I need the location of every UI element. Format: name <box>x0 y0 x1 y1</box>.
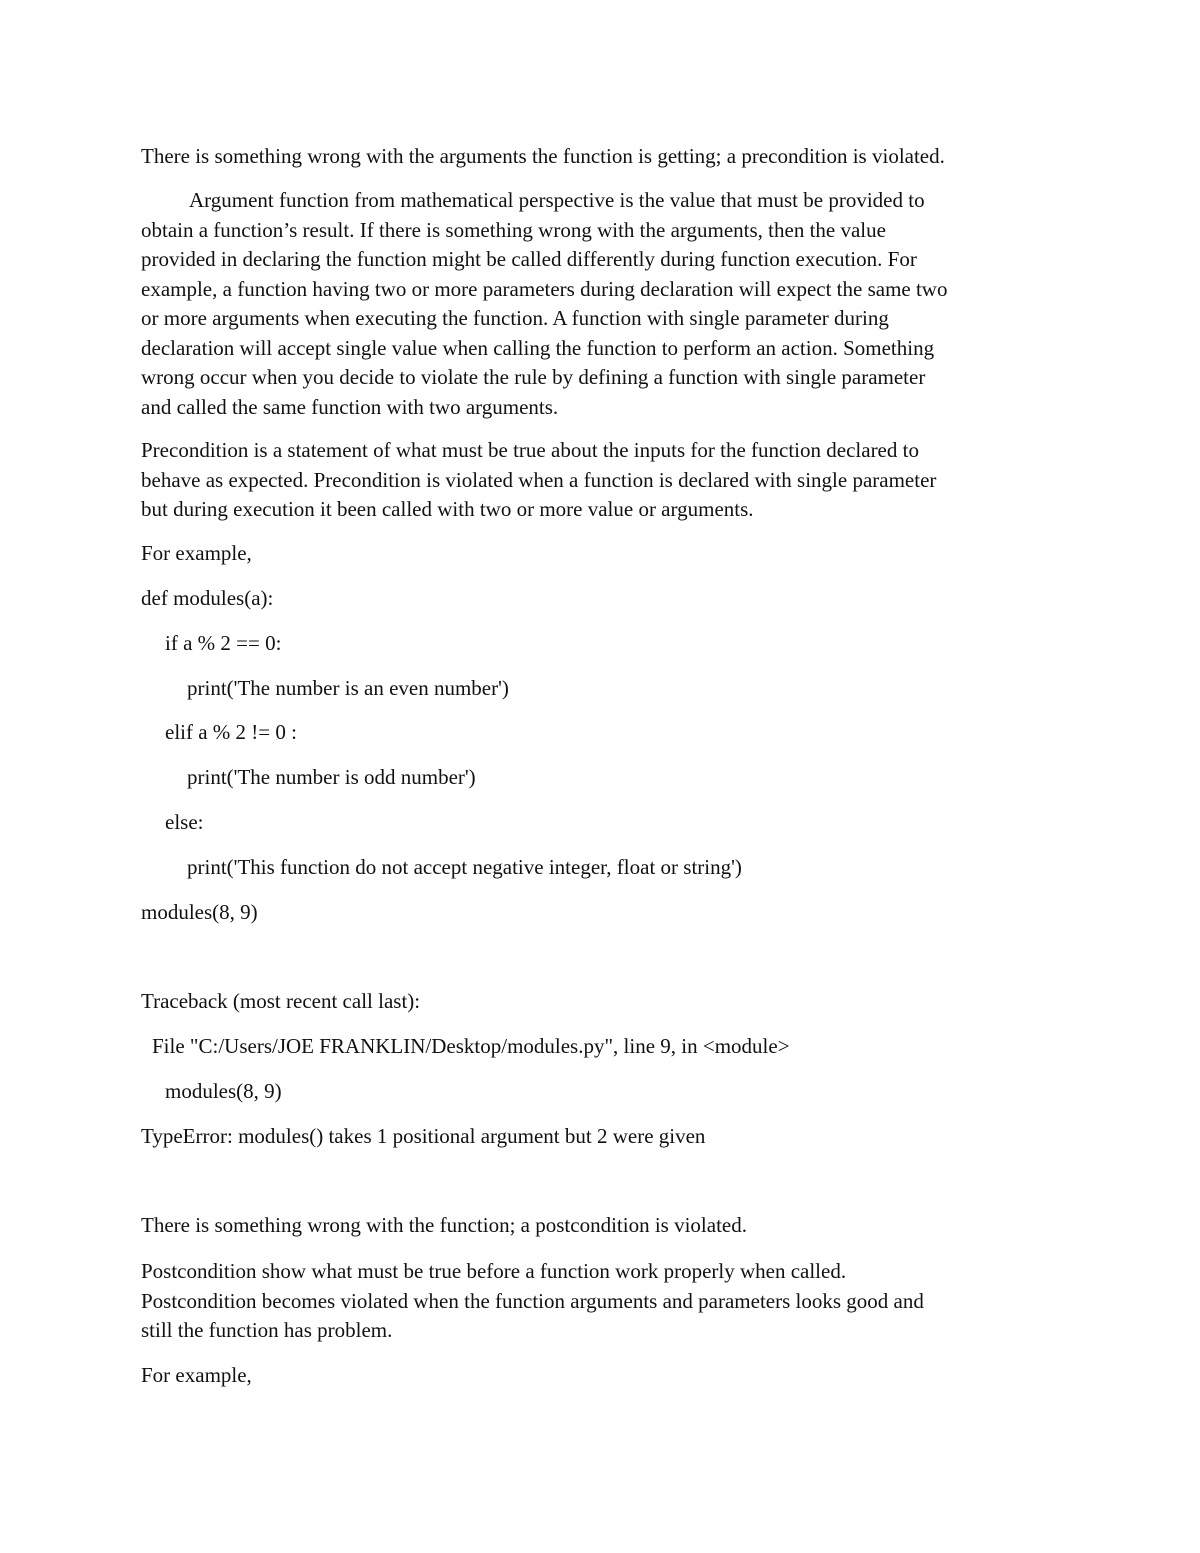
paragraph-line: behave as expected. Precondition is violated when a function is declared with single parameter <box>141 467 937 492</box>
paragraph-line: declaration will accept single value when calling the function to perform an action. Something <box>141 335 935 360</box>
paragraph-line: wrong occur when you decide to violate the rule by defining a function with single parameter <box>141 365 926 389</box>
paragraph-line: still the function has problem. <box>141 1318 393 1342</box>
code-print-else-line: print('This function do not accept negative integer, float or string') <box>187 855 742 879</box>
paragraph-line: Argument function from mathematical perspective is the value that must be provided to <box>189 188 925 212</box>
code-if-line: if a % 2 == 0: <box>165 631 282 655</box>
for-example-label: For example, <box>141 541 252 565</box>
precondition-heading: There is something wrong with the arguments the function is getting; a precondition is violated. <box>141 144 945 168</box>
paragraph-line: Precondition is a statement of what must be true about the inputs for the function declared to <box>141 438 919 462</box>
code-print-odd-line: print('The number is odd number') <box>187 765 476 789</box>
paragraph-line: Postcondition show what must be true before a function work properly when called. <box>141 1259 847 1283</box>
paragraph-line: Postcondition becomes violated when the function arguments and parameters looks good and <box>141 1288 924 1313</box>
paragraph-line: provided in declaring the function might be called differently during function execution. For <box>141 247 917 271</box>
postcondition-paragraph <box>141 1257 1061 1346</box>
code-def-line: def modules(a): <box>141 586 274 610</box>
code-else-line: else: <box>165 810 204 834</box>
paragraph-line: but during execution it been called with two or more value or arguments. <box>141 497 754 521</box>
traceback-call-line: modules(8, 9) <box>165 1079 282 1103</box>
code-call-line: modules(8, 9) <box>141 900 258 924</box>
postcondition-heading: There is something wrong with the function; a postcondition is violated. <box>141 1213 747 1237</box>
traceback-header: Traceback (most recent call last): <box>141 989 421 1013</box>
for-example-label-2: For example, <box>141 1363 252 1387</box>
code-print-even-line: print('The number is an even number') <box>187 676 509 700</box>
traceback-error-line: TypeError: modules() takes 1 positional argument but 2 were given <box>141 1124 706 1148</box>
traceback-file-line: File "C:/Users/JOE FRANKLIN/Desktop/modules.py", line 9, in <module> <box>152 1034 790 1058</box>
paragraph-line: obtain a function’s result. If there is something wrong with the arguments, then the value <box>141 217 886 242</box>
paragraph-line: and called the same function with two arguments. <box>141 394 559 419</box>
code-elif-line: elif a % 2 != 0 : <box>165 720 297 744</box>
argument-paragraph <box>141 186 1061 422</box>
paragraph-line: example, a function having two or more parameters during declaration will expect the same two <box>141 276 948 301</box>
precondition-paragraph <box>141 436 1061 525</box>
paragraph-line: or more arguments when executing the function. A function with single parameter during <box>141 306 889 330</box>
